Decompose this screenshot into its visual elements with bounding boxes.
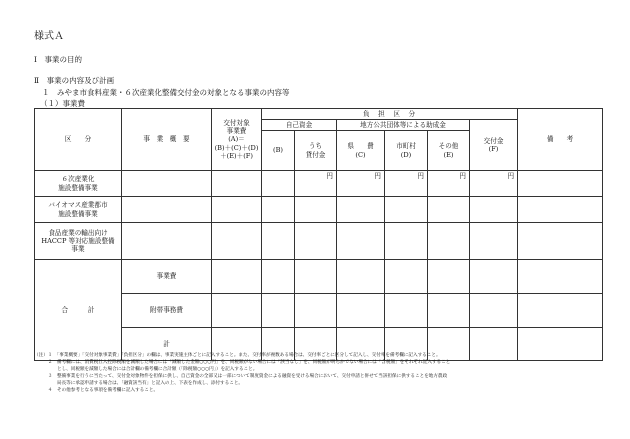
cell-koufu: 円 <box>470 171 518 197</box>
notes <box>34 352 604 395</box>
section-heading-purpose: Ⅰ 事業の目的 <box>34 55 82 64</box>
row-label-total: 合 計 <box>35 260 122 361</box>
table-row <box>35 197 603 223</box>
cell-shi: 円 <box>385 171 428 197</box>
cell-bikou <box>518 171 603 197</box>
cell-uchi: 円 <box>295 171 337 197</box>
row-label: 食品産業の輸出向け HACCP 等対応施設整備 事業 <box>35 223 122 260</box>
table-row-total-jigyouhi <box>35 260 603 294</box>
header-ken: 県 費 (C) <box>337 131 385 171</box>
header-shi: 市町村 (D) <box>385 131 428 171</box>
header-sono: その他 (E) <box>428 131 470 171</box>
header-kubun: 区 分 <box>35 109 122 171</box>
subsection-heading-cost: （１）事業費 <box>40 99 85 108</box>
note-line: 局長等に承認申請する場合は、「融資該当有」と記入の上、下表を作成し、添付すること。 <box>34 381 244 387</box>
note-line: ３ 整備事業を行うに当たって、交付金対象物件を担保に供し、自己資金の全部又は一部について制度資金による融資を受ける場合において、交付申請と併せて当該担保に供することを地方農政 <box>34 374 448 380</box>
note-line: ４ その他参考となる事項を備考欄に記入すること。 <box>34 388 159 394</box>
header-bikou: 備 考 <box>518 109 603 171</box>
table-row <box>35 171 603 197</box>
section-heading-plan: Ⅱ 事業の内容及び計画 <box>34 76 115 85</box>
header-b: (B) <box>262 131 295 171</box>
cell-gaiyou <box>122 171 212 197</box>
total-sub-futai: 附帯事務費 <box>122 294 212 328</box>
row-label: ６次産業化 施設整備事業 <box>35 171 122 197</box>
cell-ken: 円 <box>337 171 385 197</box>
note-line: ２ 備考欄には、消費税仕入控除税額を減額した場合には「減額した金額○○○円」を、同税額がない場合には「該当なし」を、同税額が明らかでない場合には「含税額」をそれぞれ記入すること <box>34 360 451 366</box>
note-line: とし、同税額を減額した場合には合計欄の備考欄に合計額（「除税額○○○円」）を記入すること。 <box>34 367 258 373</box>
table-row <box>35 223 603 260</box>
total-sub-jigyouhi: 事業費 <box>122 260 212 294</box>
header-taishou: 交付対象 事業費 (A)＝ (B)＋(C)＋(D) ＋(E)＋(F) <box>212 109 262 171</box>
header-jiko: 自己資金 <box>262 120 337 131</box>
header-futan: 負 担 区 分 <box>262 109 518 120</box>
subsection-heading: １ みやま市食料産業・６次産業化整備交付金の対象となる事業の内容等 <box>42 88 290 97</box>
cell-b <box>262 171 295 197</box>
cell-sono: 円 <box>428 171 470 197</box>
cell-taishou <box>212 171 262 197</box>
row-label: バイオマス産業都市 施設整備事業 <box>35 197 122 223</box>
note-line: （注）１ 「事業概要」「交付対象事業費」「負担区分」の欄は、事業実施主体ごとに記入すること。また、交付率が複数ある場合は、交付率ごとに区分して記入し、交付率を備考欄に記入すること。 <box>34 353 441 358</box>
form-label: 様式Ａ <box>34 31 64 42</box>
project-cost-table <box>34 108 603 361</box>
header-gaiyou: 事 業 概 要 <box>122 109 212 171</box>
header-uchi: うち 貸付金 <box>295 131 337 171</box>
header-koufu: 交付金 (F) <box>470 120 518 171</box>
total-sub-kei: 計 <box>122 328 212 361</box>
header-chihou: 地方公共団体等による助成金 <box>337 120 470 131</box>
